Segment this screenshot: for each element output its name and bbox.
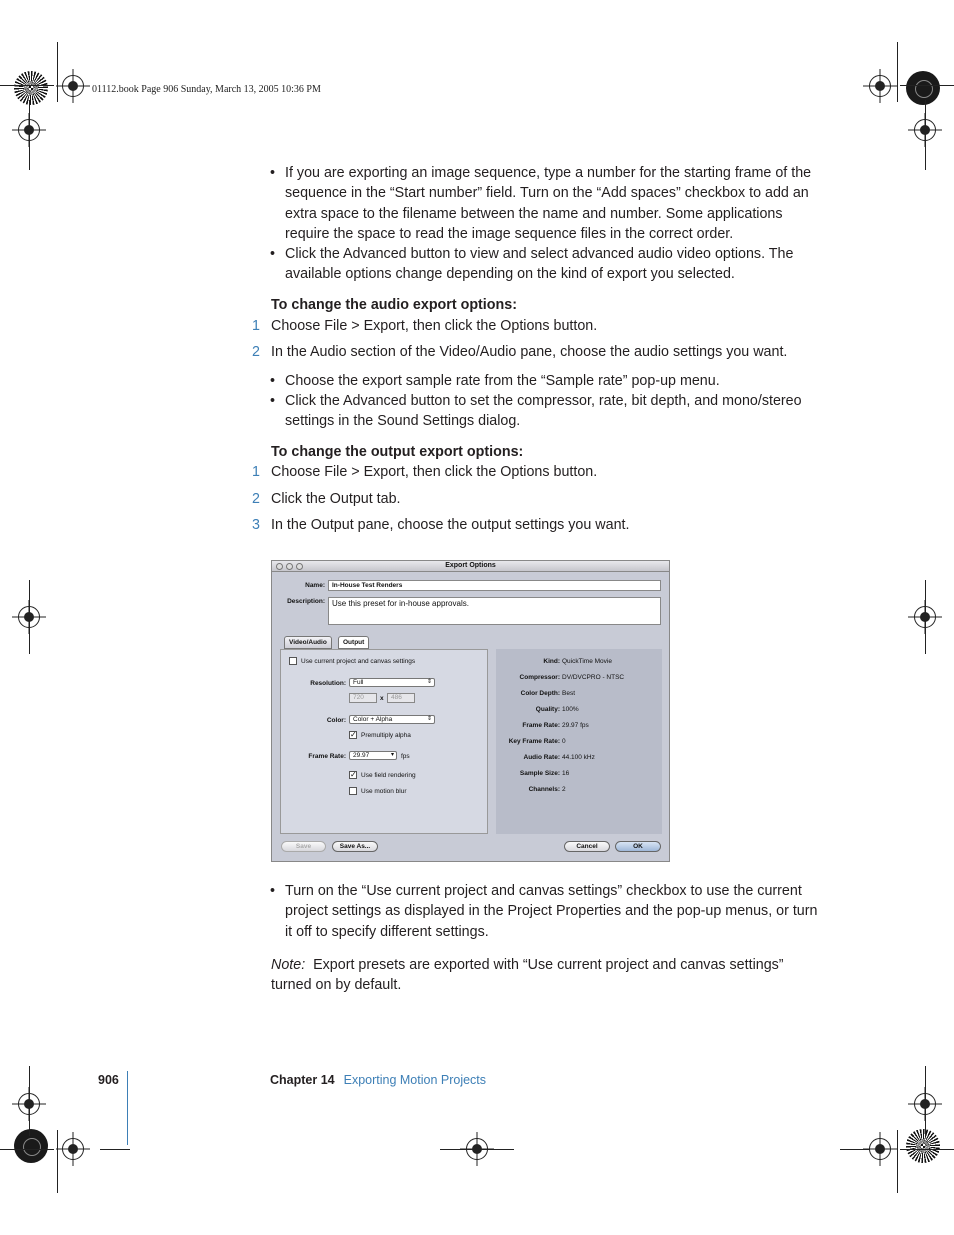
- list-item: • Click the Advanced button to set the compressor, rate, bit depth, and mono/stereo settings in the Sound Settings dialog.: [270, 393, 802, 430]
- summary-value: 16: [562, 770, 570, 777]
- chapter-title: Exporting Motion Projects: [343, 1073, 487, 1087]
- crop-line: [0, 1149, 54, 1150]
- width-field[interactable]: 720: [349, 693, 377, 703]
- crop-line: [900, 85, 954, 86]
- crop-line: [897, 1130, 898, 1193]
- frame-rate-label: Frame Rate:: [308, 753, 346, 760]
- resolution-label: Resolution:: [310, 680, 346, 687]
- summary-key: Quality:: [535, 706, 560, 713]
- summary-key: Color Depth:: [520, 690, 560, 697]
- registration-starburst-bottom-right: [906, 1129, 940, 1163]
- crop-line: [0, 85, 54, 86]
- summary-key: Channels:: [528, 786, 560, 793]
- field-rendering-label: Use field rendering: [361, 772, 416, 779]
- save-button[interactable]: Save: [281, 841, 326, 852]
- summary-key: Sample Size:: [519, 770, 560, 777]
- page-number: 906: [98, 1073, 119, 1087]
- ok-button[interactable]: OK: [615, 841, 661, 852]
- chapter-footer: [270, 1073, 486, 1087]
- output-step: 2 Click the Output tab.: [252, 491, 401, 507]
- list-item: • If you are exporting an image sequence, type a number for the starting frame of the sequence in the “Start number” field. Turn on the “Add spaces” checkbox to add an extra space to the filename between the name and number. Some applications require the space to read the image sequence files in the correct order.: [270, 165, 812, 242]
- crop-line: [57, 42, 58, 102]
- use-current-settings-checkbox[interactable]: [289, 657, 297, 665]
- tab-output[interactable]: Output: [338, 636, 369, 649]
- color-popup[interactable]: Color + Alpha ⇕: [349, 715, 435, 724]
- output-step: 1 Choose File > Export, then click the Options button.: [252, 464, 598, 480]
- description-label: Description:: [287, 598, 325, 605]
- summary-key: Kind:: [543, 658, 560, 665]
- crop-line: [840, 1149, 870, 1150]
- export-options-dialog: [271, 560, 670, 862]
- color-label: Color:: [326, 717, 346, 724]
- output-settings-pane: [280, 649, 488, 834]
- name-field[interactable]: In-House Test Renders: [328, 580, 661, 591]
- note-paragraph: [271, 955, 821, 996]
- registration-target-bottom-left: [14, 1129, 48, 1163]
- crop-line: [897, 42, 898, 102]
- summary-key: Key Frame Rate:: [508, 738, 560, 745]
- crop-line: [925, 580, 926, 654]
- crosshair-mark: [62, 1138, 84, 1160]
- height-field[interactable]: 486: [387, 693, 415, 703]
- note-text: Export presets are exported with “Use current project and canvas settings” turned on by default.: [271, 957, 784, 994]
- crosshair-mark: [869, 75, 891, 97]
- list-item: • Choose the export sample rate from the “Sample rate” pop-up menu.: [270, 373, 720, 389]
- crosshair-mark: [869, 1138, 891, 1160]
- note-label: Note:: [271, 957, 306, 973]
- summary-value: 2: [562, 786, 566, 793]
- list-item: • Click the Advanced button to view and select advanced audio video options. The available options change depending on the kind of export you selected.: [270, 246, 794, 283]
- cancel-button[interactable]: Cancel: [564, 841, 610, 852]
- crop-line: [57, 1130, 58, 1193]
- motion-blur-checkbox[interactable]: [349, 787, 357, 795]
- resolution-popup[interactable]: Full ⇕: [349, 678, 435, 687]
- chapter-label: Chapter 14: [270, 1073, 335, 1087]
- premultiply-alpha-checkbox[interactable]: ✓: [350, 730, 357, 739]
- output-step: 3 In the Output pane, choose the output settings you want.: [252, 517, 630, 533]
- name-label: Name:: [305, 582, 325, 589]
- popup-arrows-icon: ⇕: [426, 716, 432, 722]
- crop-line: [100, 1149, 130, 1150]
- audio-section-heading: To change the audio export options:: [271, 297, 517, 313]
- summary-value: 100%: [562, 706, 579, 713]
- description-field[interactable]: Use this preset for in-house approvals.: [328, 597, 661, 625]
- summary-key: Frame Rate:: [522, 722, 560, 729]
- summary-value: 0: [562, 738, 566, 745]
- field-rendering-checkbox[interactable]: ✓: [350, 770, 357, 779]
- save-as-button[interactable]: Save As...: [332, 841, 378, 852]
- crop-line: [900, 1149, 954, 1150]
- settings-summary-pane: [496, 649, 662, 834]
- registration-starburst-top-left: [14, 71, 48, 105]
- list-item: • Turn on the “Use current project and canvas settings” checkbox to use the current project settings as displayed in the Project Properties and the pop-up menus, or turn it off to specify different settings.: [270, 883, 818, 940]
- summary-key: Compressor:: [519, 674, 560, 681]
- crop-line: [440, 1149, 514, 1150]
- use-current-settings-label: Use current project and canvas settings: [301, 658, 416, 665]
- summary-key: Audio Rate:: [523, 754, 560, 761]
- frame-rate-combo[interactable]: 29.97 ▾: [349, 751, 397, 760]
- tab-video-audio[interactable]: Video/Audio: [284, 636, 332, 649]
- fps-label: fps: [401, 753, 410, 760]
- crop-line: [29, 580, 30, 654]
- dimension-separator: x: [380, 695, 384, 702]
- summary-value: DV/DVCPRO - NTSC: [562, 674, 625, 681]
- summary-value: QuickTime Movie: [562, 658, 612, 665]
- summary-value: 29.97 fps: [562, 722, 589, 729]
- crop-line: [29, 100, 30, 170]
- dialog-title: Export Options: [445, 562, 496, 569]
- summary-value: 44.100 kHz: [562, 754, 595, 761]
- dialog-titlebar: [272, 561, 669, 572]
- crosshair-mark: [62, 75, 84, 97]
- audio-step: 1 Choose File > Export, then click the Options button.: [252, 318, 598, 334]
- crop-line: [29, 1066, 30, 1136]
- premultiply-alpha-label: Premultiply alpha: [361, 732, 411, 739]
- chevron-down-icon: ▾: [390, 752, 394, 758]
- motion-blur-label: Use motion blur: [361, 788, 407, 795]
- crop-line: [925, 1066, 926, 1136]
- registration-target-top-right: [906, 71, 940, 105]
- output-section-heading: To change the output export options:: [271, 444, 524, 460]
- footer-rule: [127, 1071, 128, 1145]
- popup-arrows-icon: ⇕: [426, 679, 432, 685]
- crop-line: [925, 100, 926, 170]
- print-header: 01112.book Page 906 Sunday, March 13, 2005 10:36 PM: [92, 84, 321, 95]
- audio-step: 2 In the Audio section of the Video/Audio pane, choose the audio settings you want.: [252, 344, 788, 360]
- summary-value: Best: [562, 690, 576, 697]
